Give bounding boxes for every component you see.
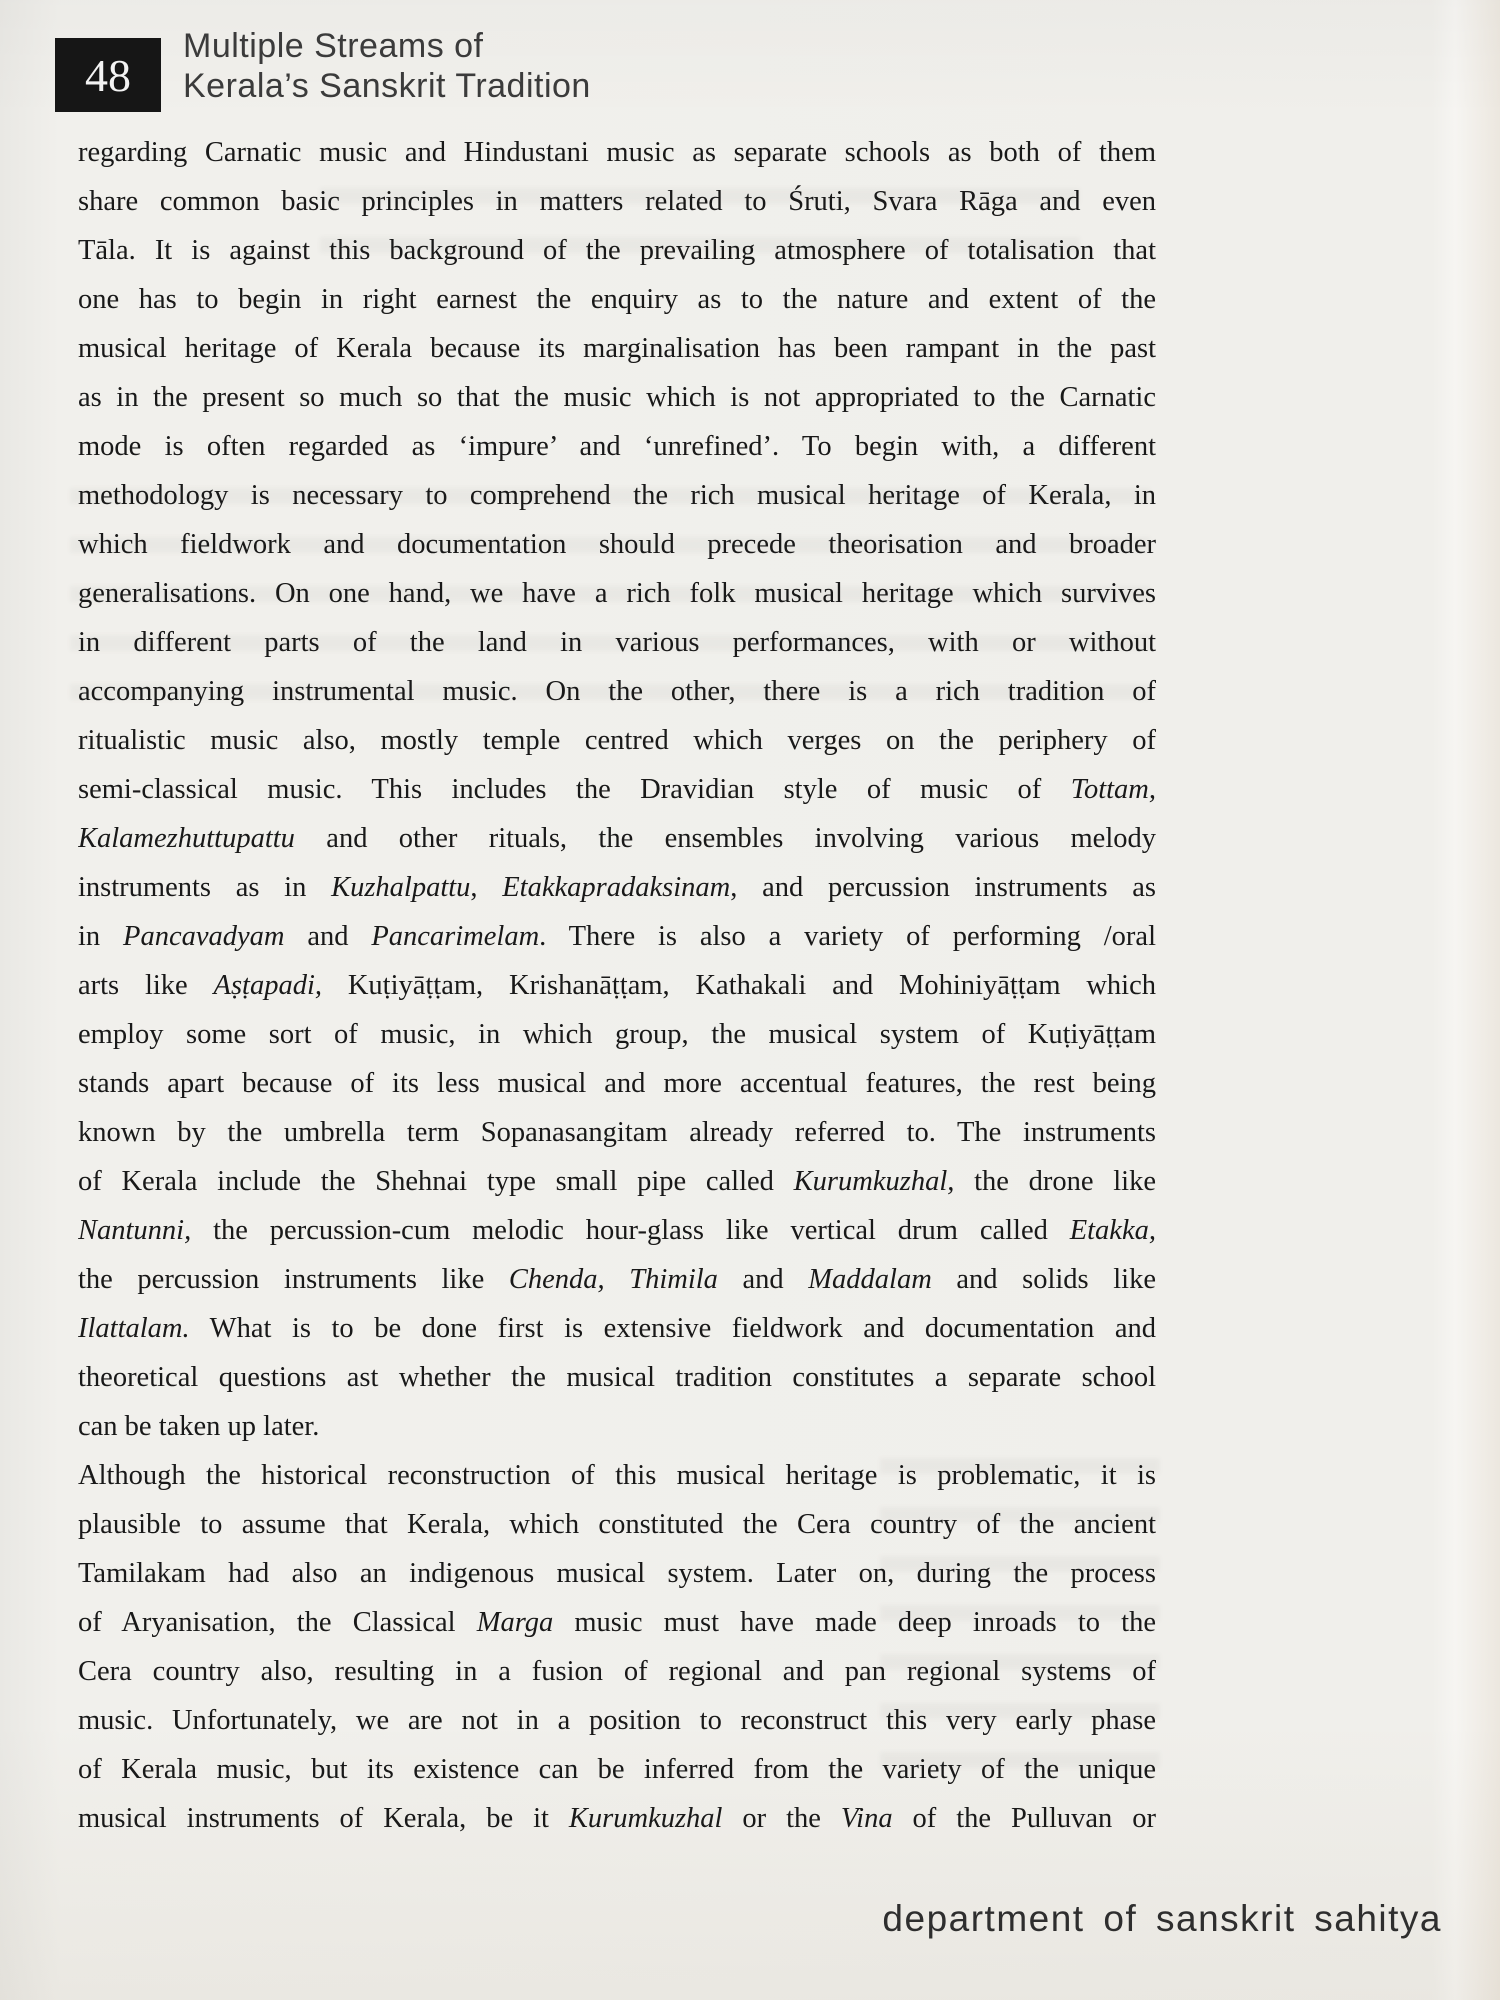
body-line: the percussion instruments like Chenda, Thimila and Maddalam and solids like: [78, 1264, 1156, 1295]
body-line: Ilattalam. What is to be done first is extensive fieldwork and documentation and: [78, 1313, 1156, 1344]
body-line: which fieldwork and documentation should precede theorisation and broader: [78, 529, 1156, 560]
body-line: in different parts of the land in various performances, with or without: [78, 627, 1156, 658]
body-line: as in the present so much so that the music which is not appropriated to the Carnatic: [78, 382, 1156, 413]
chapter-title: [183, 26, 591, 106]
body-line: share common basic principles in matters related to Śruti, Svara Rāga and even: [78, 186, 1156, 217]
body-line: ritualistic music also, mostly temple centred which verges on the periphery of: [78, 725, 1156, 756]
chapter-title-line1: Multiple Streams of: [183, 27, 484, 65]
body-line: Although the historical reconstruction of this musical heritage is problematic, it is: [78, 1460, 1156, 1491]
body-line: Kalamezhuttupattu and other rituals, the ensembles involving various melody: [78, 823, 1156, 854]
chapter-title-line2: Kerala’s Sanskrit Tradition: [183, 67, 591, 105]
body-line: of Kerala include the Shehnai type small pipe called Kurumkuzhal, the drone like: [78, 1166, 1156, 1197]
body-text: [78, 128, 1156, 1843]
body-line: one has to begin in right earnest the enquiry as to the nature and extent of the: [78, 284, 1156, 315]
body-line: generalisations. On one hand, we have a rich folk musical heritage which survives: [78, 578, 1156, 609]
body-line: employ some sort of music, in which group, the musical system of Kuṭiyāṭṭam: [78, 1019, 1156, 1050]
body-line: regarding Carnatic music and Hindustani music as separate schools as both of them: [78, 137, 1156, 168]
body-line: stands apart because of its less musical and more accentual features, the rest being: [78, 1068, 1156, 1099]
body-line: plausible to assume that Kerala, which constituted the Cera country of the ancient: [78, 1509, 1156, 1540]
body-line: methodology is necessary to comprehend the rich musical heritage of Kerala, in: [78, 480, 1156, 511]
page-footer: department of sanskrit sahitya: [882, 1898, 1442, 1939]
body-line: of Aryanisation, the Classical Marga music must have made deep inroads to the: [78, 1607, 1156, 1638]
body-line: semi-classical music. This includes the Dravidian style of music of Tottam,: [78, 774, 1156, 805]
body-line: musical heritage of Kerala because its marginalisation has been rampant in the past: [78, 333, 1156, 364]
page-number: 48: [85, 49, 131, 101]
body-line: musical instruments of Kerala, be it Kurumkuzhal or the Vina of the Pulluvan or: [78, 1803, 1156, 1834]
body-line: of Kerala music, but its existence can be inferred from the variety of the unique: [78, 1754, 1156, 1785]
body-line: in Pancavadyam and Pancarimelam. There is also a variety of performing /oral: [78, 921, 1156, 952]
body-line: music. Unfortunately, we are not in a position to reconstruct this very early phase: [78, 1705, 1156, 1736]
body-line: mode is often regarded as ‘impure’ and ‘unrefined’. To begin with, a different: [78, 431, 1156, 462]
body-line: arts like Aṣṭapadi, Kuṭiyāṭṭam, Krishanāṭṭam, Kathakali and Mohiniyāṭṭam which: [78, 970, 1156, 1001]
body-line: can be taken up later.: [78, 1411, 320, 1442]
body-line: instruments as in Kuzhalpattu, Etakkapradaksinam, and percussion instruments as: [78, 872, 1156, 903]
body-line: theoretical questions ast whether the musical tradition constitutes a separate school: [78, 1362, 1156, 1393]
body-line: known by the umbrella term Sopanasangitam already referred to. The instruments: [78, 1117, 1156, 1148]
page-number-badge: [55, 38, 161, 112]
body-line: accompanying instrumental music. On the other, there is a rich tradition of: [78, 676, 1156, 707]
body-line: Cera country also, resulting in a fusion of regional and pan regional systems of: [78, 1656, 1156, 1687]
body-line: Tāla. It is against this background of the prevailing atmosphere of totalisation that: [78, 235, 1156, 266]
body-line: Nantunni, the percussion-cum melodic hour-glass like vertical drum called Etakka,: [78, 1215, 1156, 1246]
body-line: Tamilakam had also an indigenous musical system. Later on, during the process: [78, 1558, 1156, 1589]
